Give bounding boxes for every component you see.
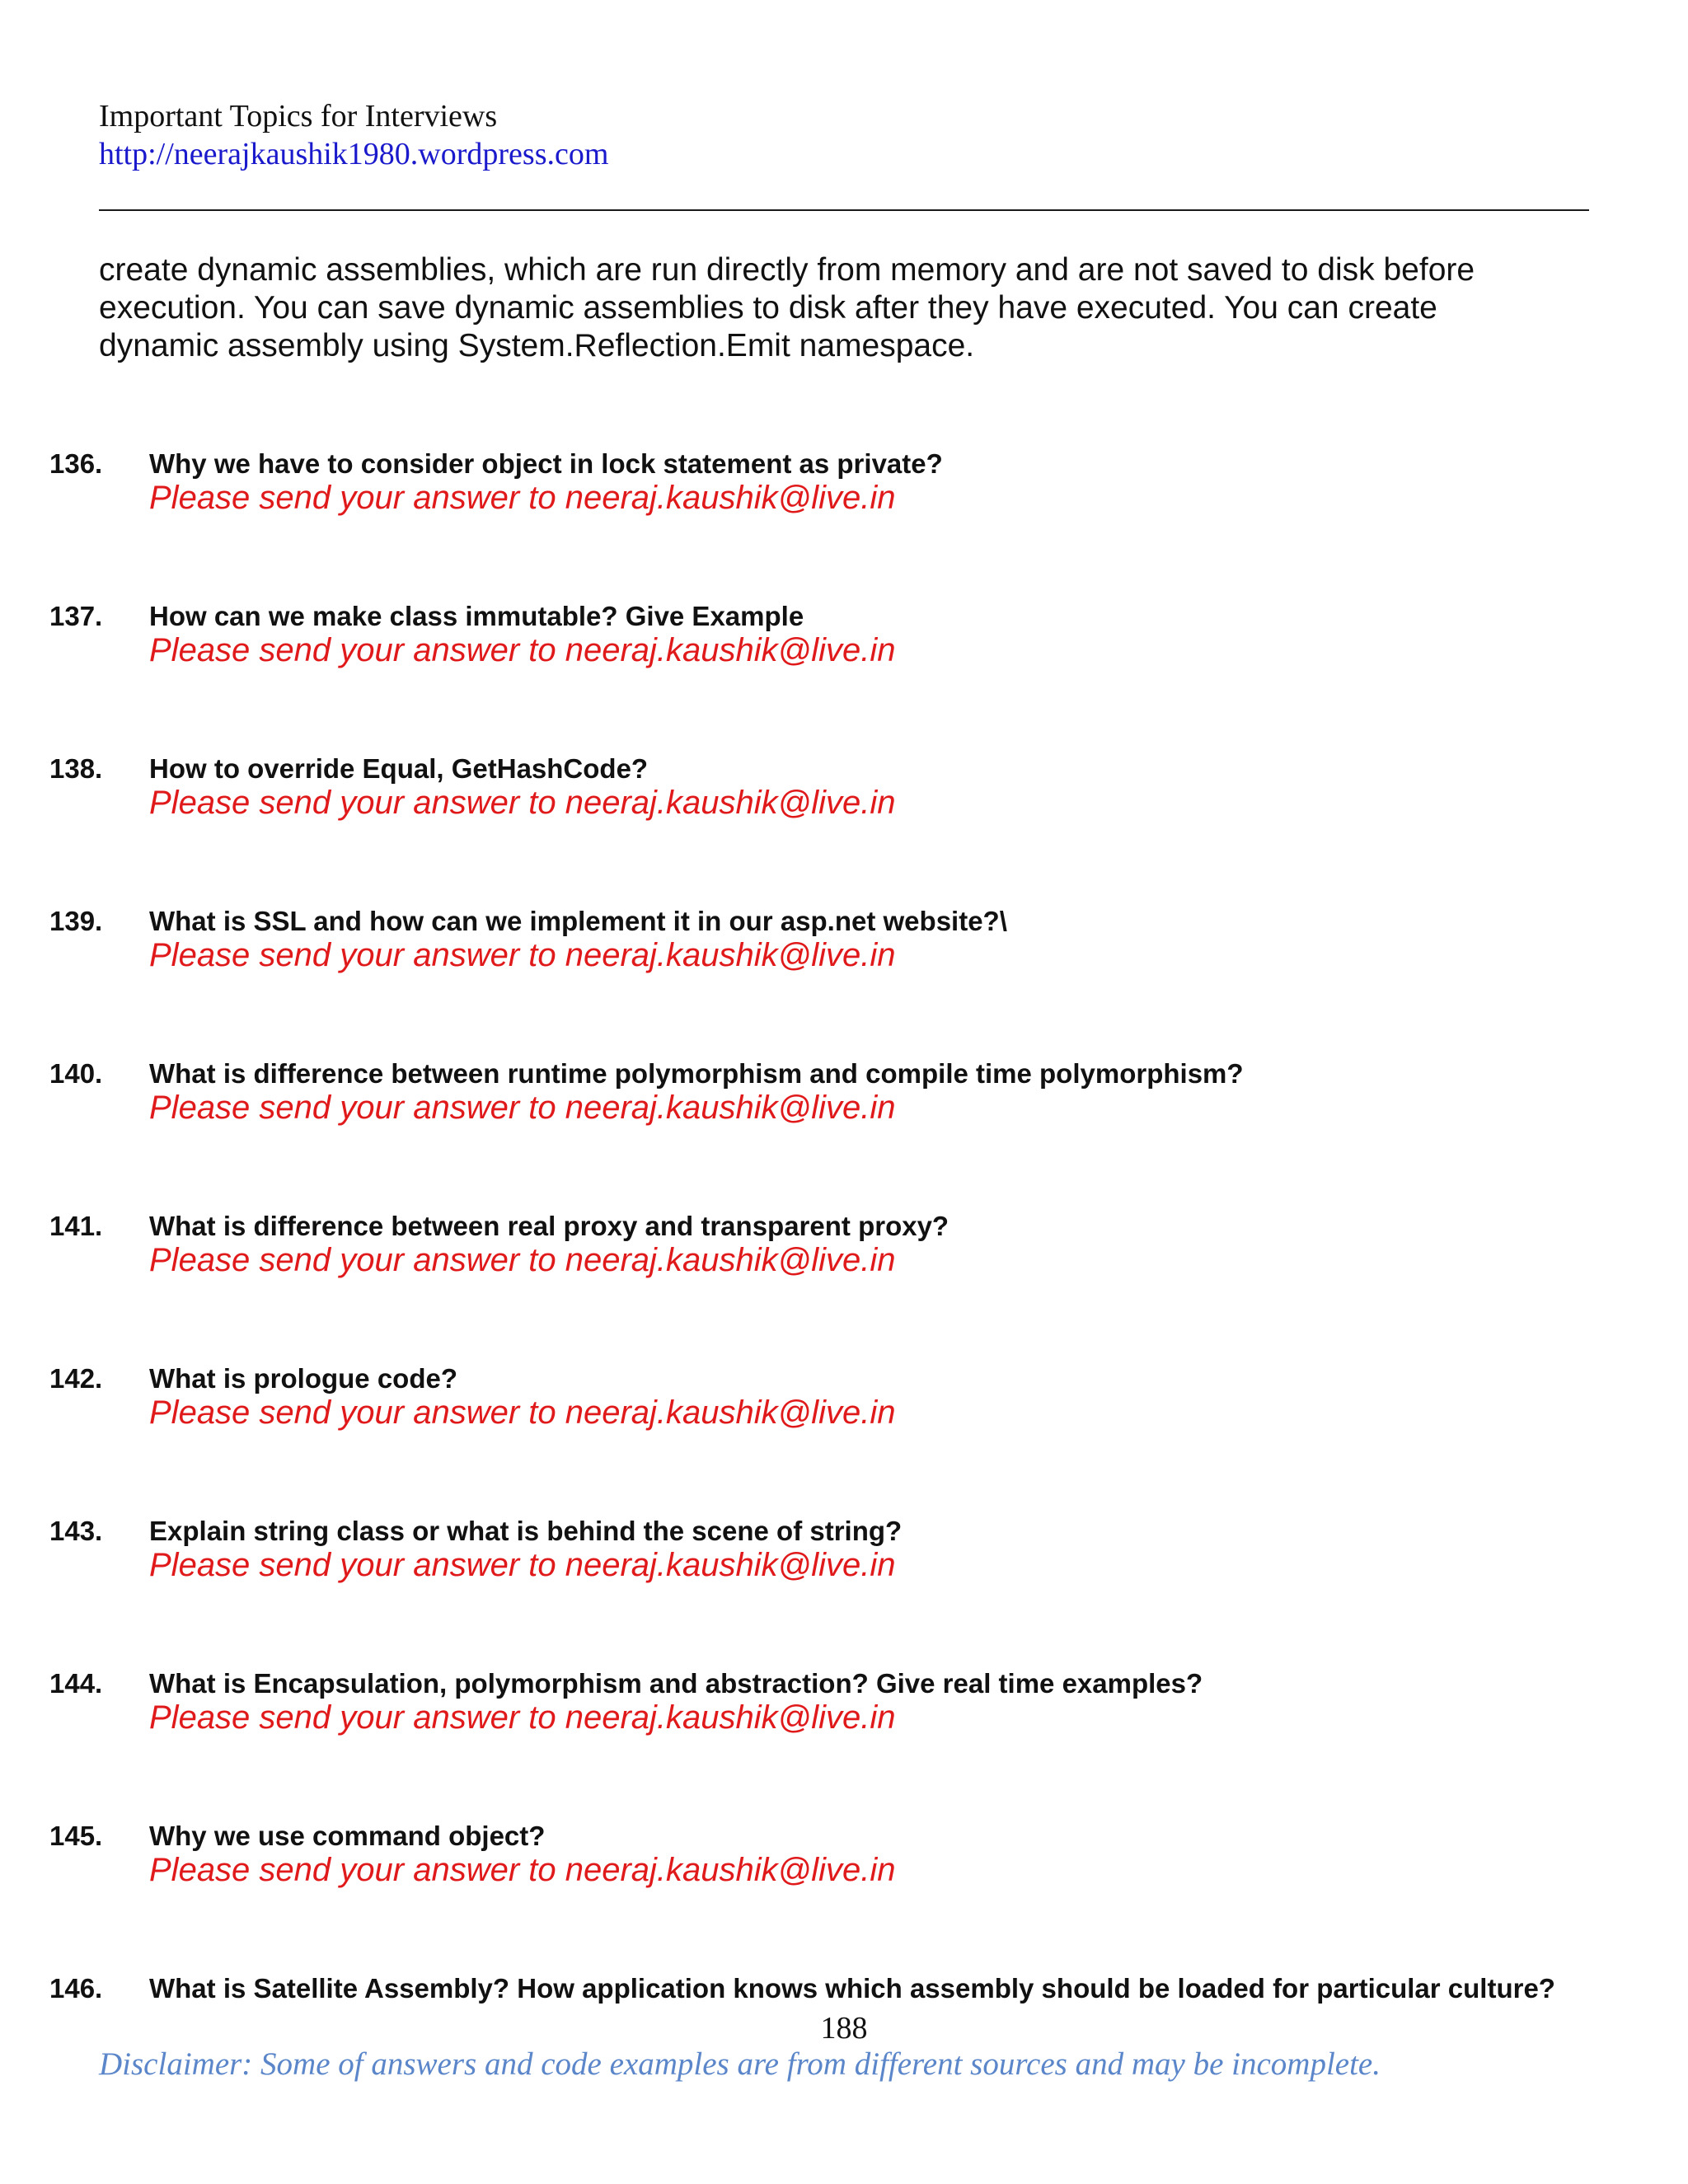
question-number: 137.: [49, 601, 103, 631]
intro-line: execution. You can save dynamic assemblies to disk after they have executed. You can create: [99, 290, 1437, 326]
question-number: 145.: [49, 1821, 103, 1851]
answer-prompt: Please send your answer to neeraj.kaushik@live.in: [149, 632, 896, 668]
answer-prompt: Please send your answer to neeraj.kaushik@live.in: [149, 785, 896, 821]
answer-prompt: Please send your answer to neeraj.kaushik@live.in: [149, 1547, 896, 1583]
header-divider: [99, 209, 1589, 211]
question-text: What is Satellite Assembly? How application knows which assembly should be loaded for particular culture?: [149, 1973, 1555, 2004]
answer-prompt: Please send your answer to neeraj.kaushik@live.in: [149, 1242, 896, 1278]
question-text: Why we have to consider object in lock statement as private?: [149, 448, 943, 479]
answer-prompt: Please send your answer to neeraj.kaushik@live.in: [149, 1090, 896, 1126]
header-url-link[interactable]: http://neerajkaushik1980.wordpress.com: [99, 137, 609, 171]
question-text: How to override Equal, GetHashCode?: [149, 753, 649, 784]
question-number: 138.: [49, 753, 103, 784]
answer-prompt: Please send your answer to neeraj.kaushik@live.in: [149, 1852, 896, 1888]
question-number: 139.: [49, 906, 103, 936]
answer-prompt: Please send your answer to neeraj.kaushik@live.in: [149, 1394, 896, 1431]
question-text: What is prologue code?: [149, 1363, 458, 1394]
question-number: 140.: [49, 1058, 103, 1089]
question-number: 146.: [49, 1973, 103, 2004]
intro-line: create dynamic assemblies, which are run directly from memory and are not saved to disk before: [99, 252, 1475, 288]
question-number: 144.: [49, 1668, 103, 1699]
footer-disclaimer: Disclaimer: Some of answers and code examples are from different sources and may be incomplete.: [99, 2046, 1381, 2082]
question-text: What is difference between real proxy and transparent proxy?: [149, 1211, 950, 1241]
question-text: What is Encapsulation, polymorphism and abstraction? Give real time examples?: [149, 1668, 1203, 1699]
question-text: How can we make class immutable? Give Example: [149, 601, 804, 631]
question-number: 142.: [49, 1363, 103, 1394]
question-text: What is difference between runtime polymorphism and compile time polymorphism?: [149, 1058, 1244, 1089]
intro-paragraph: [99, 251, 1582, 365]
question-number: 136.: [49, 448, 103, 479]
question-number: 143.: [49, 1516, 103, 1546]
answer-prompt: Please send your answer to neeraj.kaushik@live.in: [149, 480, 896, 516]
header-title: Important Topics for Interviews: [99, 99, 498, 134]
question-text: Explain string class or what is behind the scene of string?: [149, 1516, 903, 1546]
question-text: What is SSL and how can we implement it in our asp.net website?\: [149, 906, 1007, 936]
page-number: 188: [820, 2011, 868, 2046]
question-text: Why we use command object?: [149, 1821, 546, 1851]
answer-prompt: Please send your answer to neeraj.kaushik@live.in: [149, 1699, 896, 1736]
intro-line: dynamic assembly using System.Reflection.Emit namespace.: [99, 328, 975, 363]
question-number: 141.: [49, 1211, 103, 1241]
answer-prompt: Please send your answer to neeraj.kaushik@live.in: [149, 937, 896, 973]
